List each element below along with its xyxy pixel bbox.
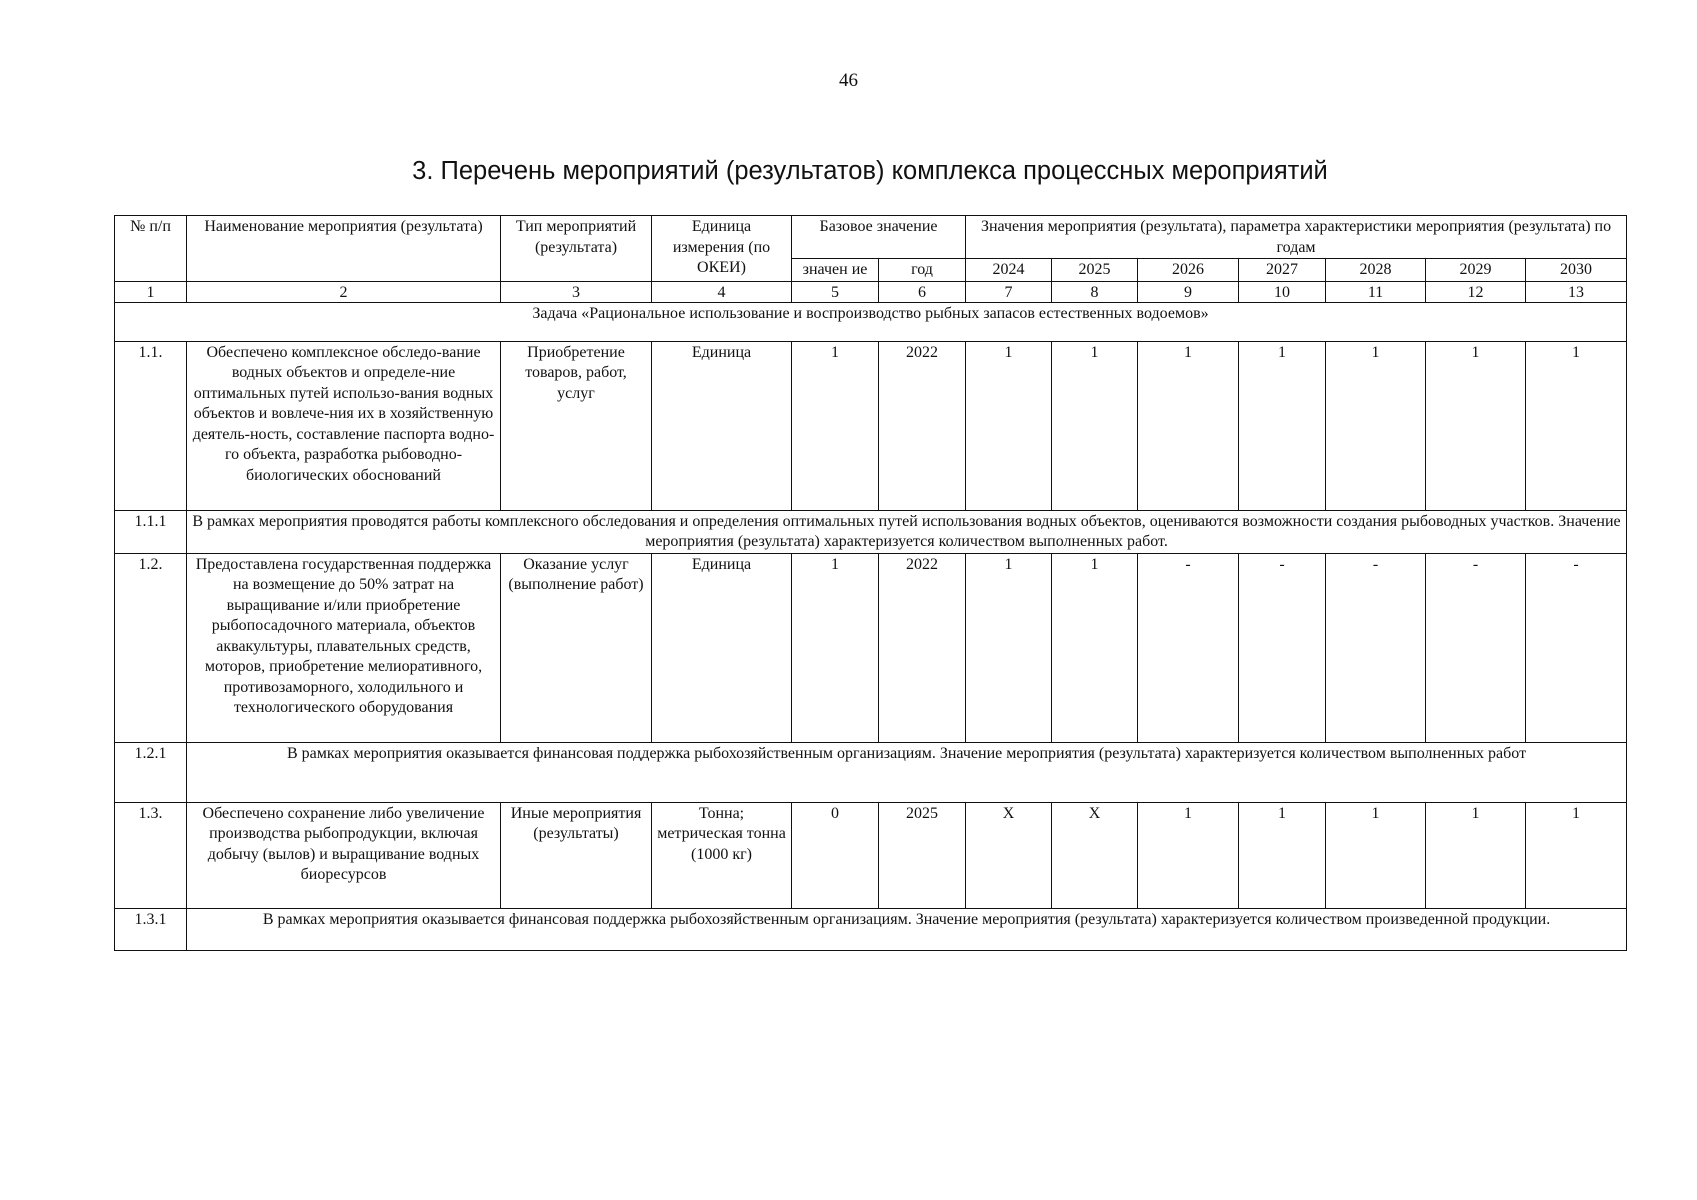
row-year-value: - (1138, 553, 1239, 742)
row-year-value: 1 (1138, 341, 1239, 510)
row-year-value: 1 (966, 553, 1052, 742)
row-unit: Единица (652, 553, 792, 742)
header-base-year: год (879, 259, 966, 282)
activities-table (114, 215, 1627, 951)
row-year-value: 1 (1326, 341, 1426, 510)
row-base-year: 2025 (879, 802, 966, 908)
row-year-value: X (966, 802, 1052, 908)
row-year-value: 1 (1426, 802, 1526, 908)
row-type: Иные мероприятия (результаты) (501, 802, 652, 908)
row-unit: Единица (652, 341, 792, 510)
header-name: Наименование мероприятия (результата) (187, 216, 501, 282)
row-year-value: 1 (1326, 802, 1426, 908)
column-number: 12 (1426, 281, 1526, 302)
column-number: 10 (1239, 281, 1326, 302)
row-unit: Тонна; метрическая тонна (1000 кг) (652, 802, 792, 908)
row-year-value: 1 (966, 341, 1052, 510)
task-row (115, 302, 1627, 341)
column-number: 7 (966, 281, 1052, 302)
header-year: 2029 (1426, 259, 1526, 282)
column-numbers-row (115, 281, 1627, 302)
row-num: 1.3. (115, 802, 187, 908)
row-num: 1.2. (115, 553, 187, 742)
table-row (115, 802, 1627, 908)
task-title: Задача «Рациональное использование и воспроизводство рыбных запасов естественных водоемов» (115, 302, 1627, 341)
note-num: 1.3.1 (115, 908, 187, 950)
header-unit: Единица измерения (по ОКЕИ) (652, 216, 792, 282)
row-num: 1.1. (115, 341, 187, 510)
row-base-value: 0 (792, 802, 879, 908)
column-number: 1 (115, 281, 187, 302)
row-name: Обеспечено комплексное обследо-вание водных объектов и определе-ние оптимальных путей использо-вания водных объектов и вовлече-ния их в хозяйственную деятель-ность, составление паспорта водно-го объекта, разработка рыбоводно-биологических обоснований (187, 341, 501, 510)
column-number: 11 (1326, 281, 1426, 302)
row-year-value: 1 (1239, 341, 1326, 510)
note-text: В рамках мероприятия оказывается финансовая поддержка рыбохозяйственным организациям. Значение мероприятия (результата) характеризуется количеством произведенной продукции. (187, 908, 1627, 950)
column-number: 5 (792, 281, 879, 302)
note-row (115, 742, 1627, 802)
row-name: Обеспечено сохранение либо увеличение производства рыбопродукции, включая добычу (вылов) и выращивание водных биоресурсов (187, 802, 501, 908)
header-base: Базовое значение (792, 216, 966, 259)
page-number: 46 (839, 70, 858, 91)
row-year-value: - (1239, 553, 1326, 742)
header-year: 2026 (1138, 259, 1239, 282)
column-number: 13 (1526, 281, 1627, 302)
header-year: 2025 (1052, 259, 1138, 282)
table-row (115, 341, 1627, 510)
document-title: 3. Перечень мероприятий (результатов) комплекса процессных мероприятий (412, 157, 1328, 185)
column-number: 3 (501, 281, 652, 302)
row-base-year: 2022 (879, 553, 966, 742)
row-base-value: 1 (792, 553, 879, 742)
header-year: 2027 (1239, 259, 1326, 282)
note-row (115, 908, 1627, 950)
header-year: 2024 (966, 259, 1052, 282)
header-values: Значения мероприятия (результата), параметра характеристики мероприятия (результата) по годам (966, 216, 1627, 259)
note-text: В рамках мероприятия проводятся работы комплексного обследования и определения оптимальных путей использования водных объектов, оцениваются возможности создания рыбоводных участков. Значение мероприятия (результата) характеризуется количеством выполненных работ. (187, 510, 1627, 553)
column-number: 4 (652, 281, 792, 302)
column-number: 8 (1052, 281, 1138, 302)
header-num: № п/п (115, 216, 187, 282)
row-year-value: X (1052, 802, 1138, 908)
note-text: В рамках мероприятия оказывается финансовая поддержка рыбохозяйственным организациям. Значение мероприятия (результата) характеризуется количеством выполненных работ (187, 742, 1627, 802)
row-year-value: 1 (1526, 802, 1627, 908)
row-year-value: 1 (1052, 553, 1138, 742)
column-number: 2 (187, 281, 501, 302)
row-year-value: - (1526, 553, 1627, 742)
row-year-value: - (1426, 553, 1526, 742)
note-num: 1.1.1 (115, 510, 187, 553)
row-year-value: 1 (1052, 341, 1138, 510)
row-name: Предоставлена государственная поддержка на возмещение до 50% затрат на выращивание и/или приобретение рыбопосадочного материала, объектов аквакультуры, плавательных средств, моторов, приобретение мелиоративного, противозаморного, холодильного и технологического оборудования (187, 553, 501, 742)
row-year-value: 1 (1239, 802, 1326, 908)
row-base-year: 2022 (879, 341, 966, 510)
column-number: 6 (879, 281, 966, 302)
row-type: Оказание услуг (выполнение работ) (501, 553, 652, 742)
header-row (115, 216, 1627, 259)
note-num: 1.2.1 (115, 742, 187, 802)
header-year: 2028 (1326, 259, 1426, 282)
row-base-value: 1 (792, 341, 879, 510)
header-year: 2030 (1526, 259, 1627, 282)
row-year-value: 1 (1426, 341, 1526, 510)
header-base-value: значен ие (792, 259, 879, 282)
row-type: Приобретение товаров, работ, услуг (501, 341, 652, 510)
table-row (115, 553, 1627, 742)
row-year-value: 1 (1526, 341, 1627, 510)
column-number: 9 (1138, 281, 1239, 302)
note-row (115, 510, 1627, 553)
row-year-value: 1 (1138, 802, 1239, 908)
row-year-value: - (1326, 553, 1426, 742)
header-type: Тип мероприятий (результата) (501, 216, 652, 282)
